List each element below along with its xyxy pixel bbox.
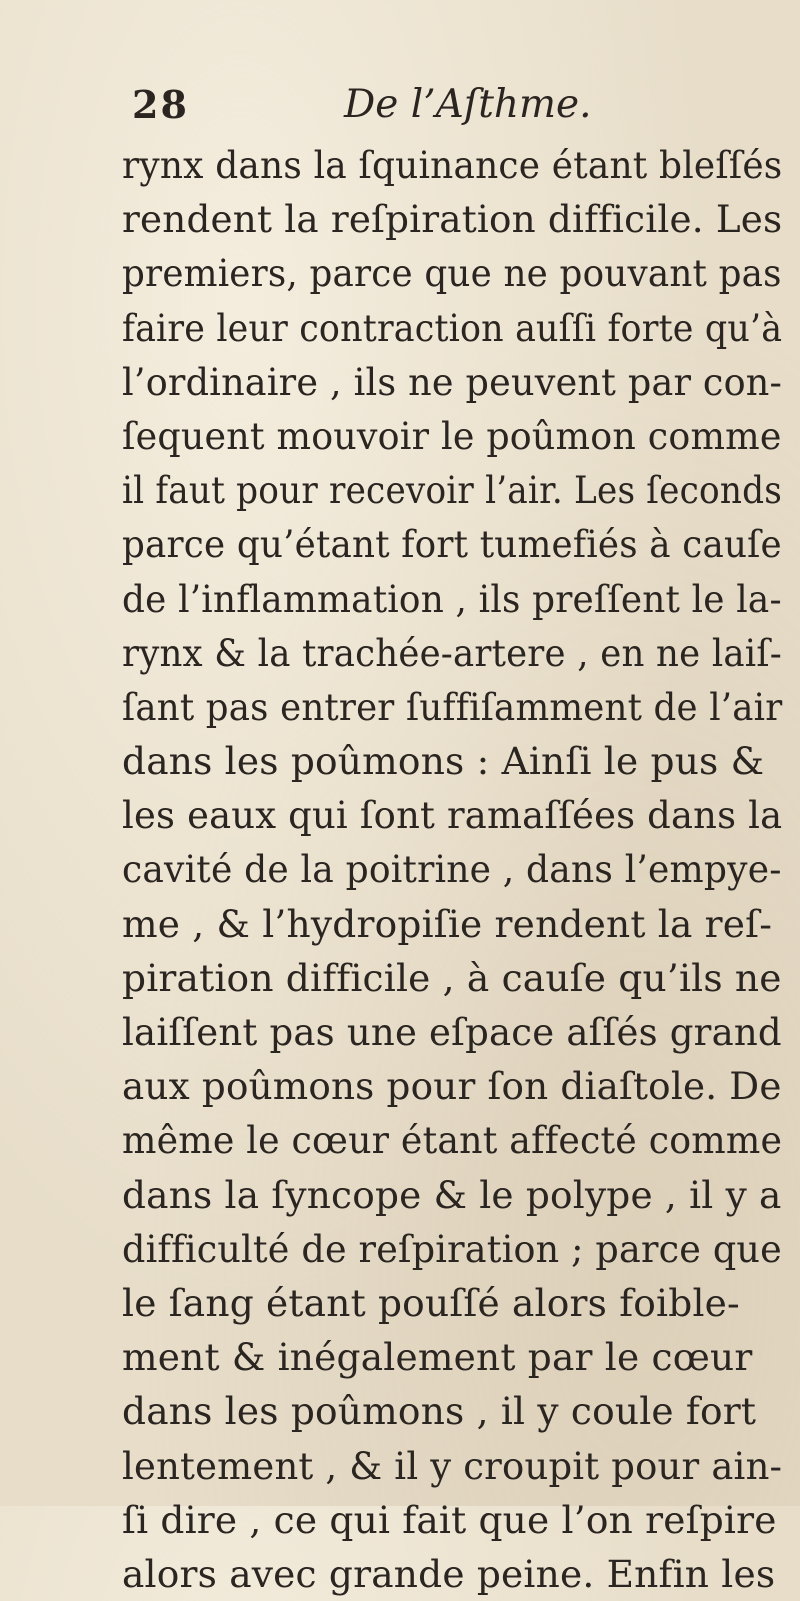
text-line: rynx & la trachée-artere , en ne laiſ- [122,630,782,675]
text-line: piration difficile , à cauſe qu’ils ne [122,955,782,1000]
text-line: alors avec grande peine. Enfin les [122,1551,776,1596]
text-line: les eaux qui ſont ramaſſées dans la [122,793,783,838]
text-line: ſi dire , ce qui fait que l’on reſpire [122,1497,777,1542]
text-line: dans les poûmons , il y coule fort [122,1389,757,1434]
page-number: 28 [132,82,189,127]
text-line: rynx dans la ſquinance étant bleſſés [122,143,783,187]
text-line: ſant pas entrer ſuffiſamment de l’air [122,684,783,729]
text-line: me , & l’hydropiſie rendent la reſ- [122,901,773,946]
text-line: aux poûmons pour ſon diaſtole. De [122,1064,782,1109]
text-line: l’ordinaire , ils ne peuvent par con- [122,359,783,404]
text-line: dans les poûmons : Ainſi le pus & [122,739,765,784]
text-line: cavité de la poitrine , dans l’empye- [122,847,782,892]
text-line: ment & inégalement par le cœur [122,1335,753,1380]
text-line: dans la ſyncope & le polype , il y a [122,1172,782,1217]
text-line: ſequent mouvoir le poûmon comme [122,413,782,458]
page-header [132,82,772,138]
text-line: il faut pour recevoir l’air. Les ſeconds [122,468,783,513]
body-text [122,138,782,1601]
text-line: laiſſent pas une eſpace aſſés grand [122,1010,782,1054]
text-line: même le cœur étant affecté comme [122,1118,783,1163]
text-line: premiers, parce que ne pouvant pas [122,251,782,296]
text-line: parce qu’étant fort tumefiés à cauſe [122,522,782,567]
text-line: lentement , & il y croupit pour ain- [122,1443,783,1488]
text-line: rendent la reſpiration difficile. Les [122,197,783,242]
text-line: difficulté de reſpiration ; parce que [122,1226,782,1271]
text-line: le ſang étant pouſſé alors foible- [122,1280,740,1325]
text-line: faire leur contraction auſſi forte qu’à [122,305,783,350]
text-line: de l’inflammation , ils preſſent le la- [122,576,782,621]
running-title: De l’Aſthme. [344,82,592,127]
